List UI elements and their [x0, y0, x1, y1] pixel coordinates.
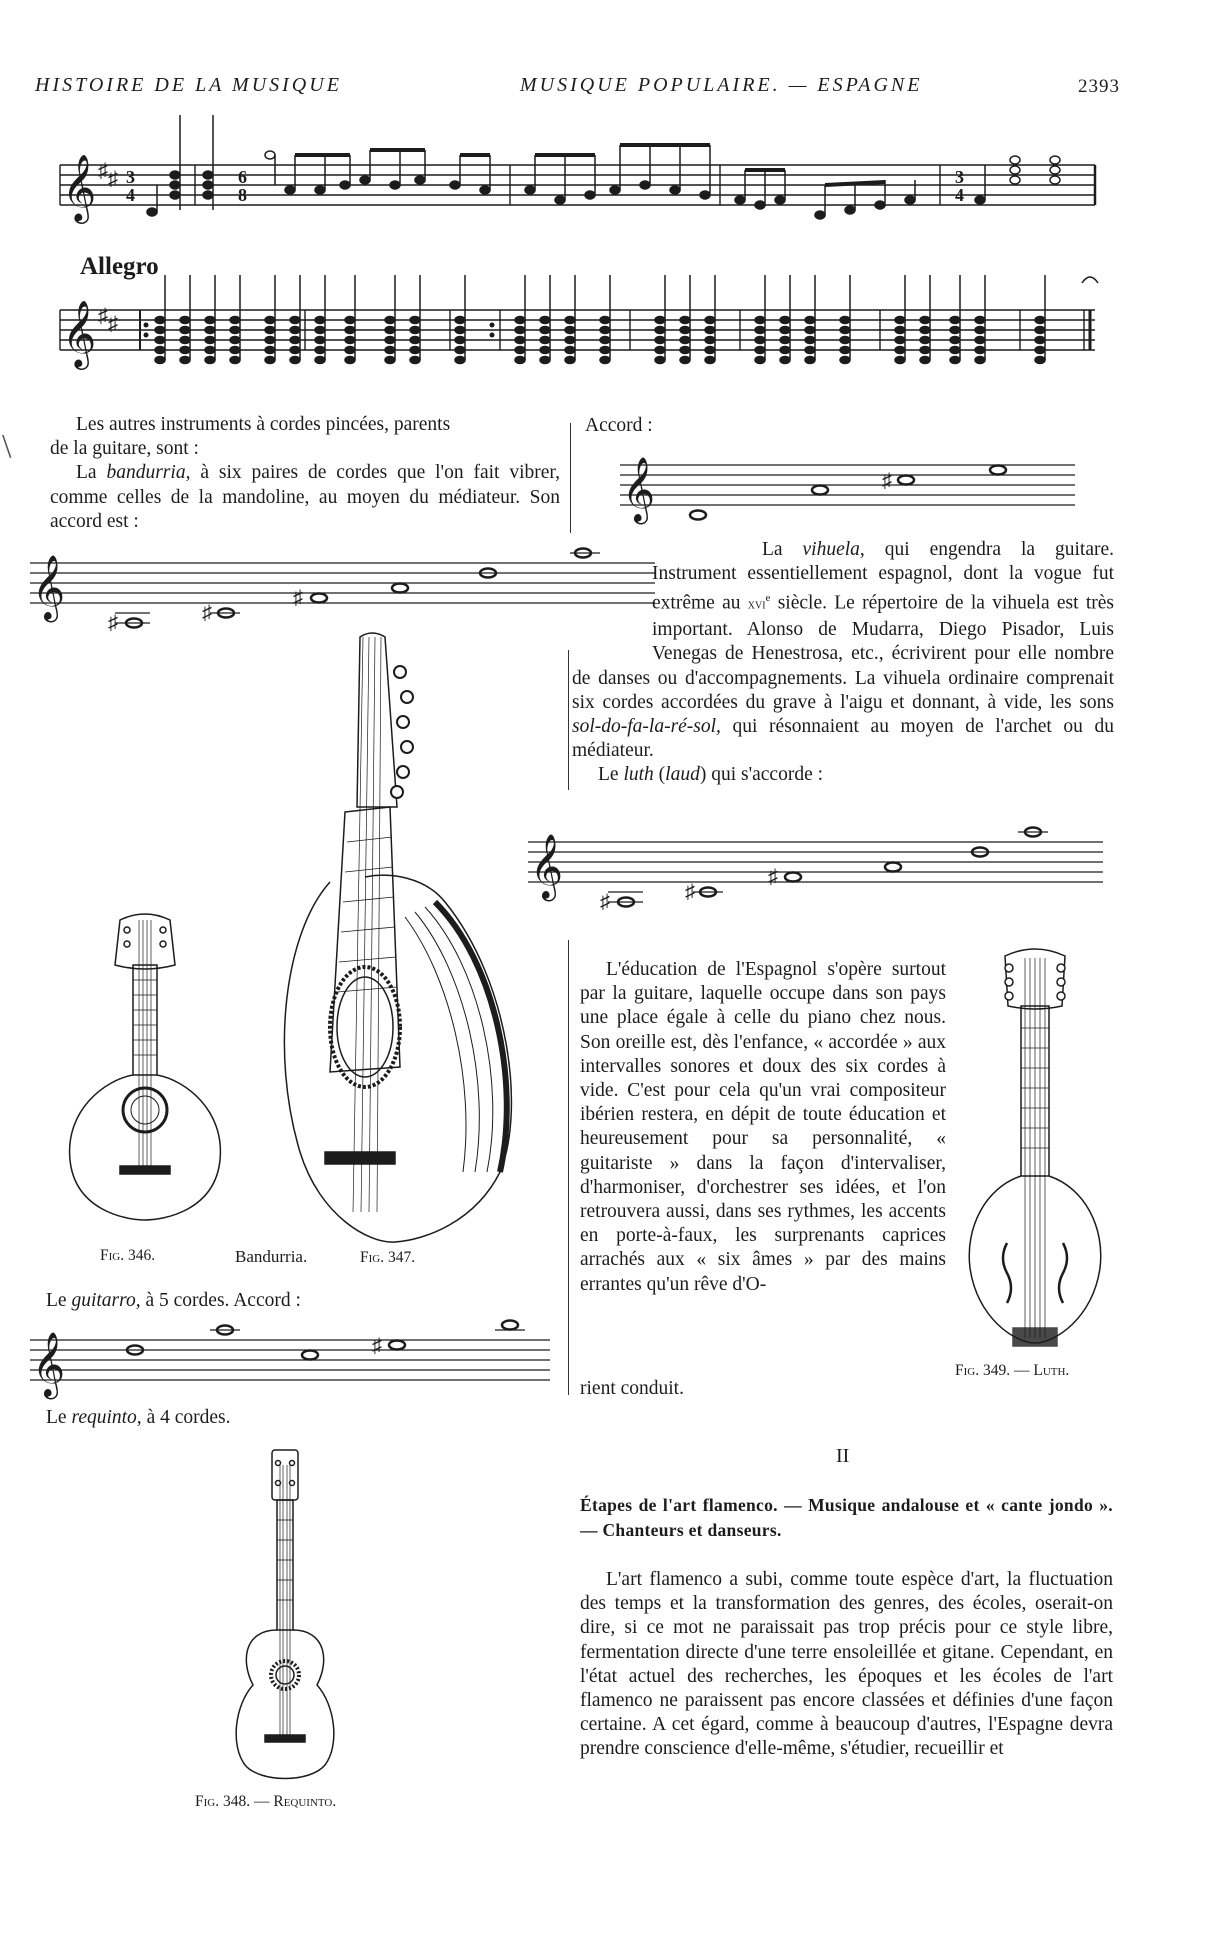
svg-text:♯: ♯	[98, 160, 108, 182]
requinto-line: Le requinto, à 4 cordes.	[46, 1407, 231, 1428]
svg-text:𝄞: 𝄞	[62, 153, 97, 221]
section-number: II	[836, 1445, 850, 1467]
svg-text:♯: ♯	[108, 313, 118, 335]
svg-text:♯: ♯	[600, 891, 610, 913]
education-paragraph: L'éducation de l'Espagnol s'opère surtout par la guitare, laquelle occupe dans son pays une place égale à celle du piano chez nous. Son oreille est, dès l'enfance, « accordée » aux intervalles sonores et doux des six cordes à vide. C'est pour cela qu'un vrai compositeur ibérien restera, en dépit de toute éducation et heureusement pour sa personnalité, « guitariste » dans la façon d'intervaliser, d'harmoniser, d'orchestrer ses idées, et l'on retrouvera aussi, dans ses rythmes, les accents en porte-à-faux, les surprenants caprices arrachés aux « six âmes » par des mains errantes qu'un rêve d'O-	[580, 959, 946, 1295]
bandurria-accord-staff	[30, 543, 660, 633]
svg-text:𝄞: 𝄞	[32, 555, 66, 620]
svg-text:♯: ♯	[293, 587, 303, 609]
caption-fig-346: Fig. 346.	[100, 1247, 156, 1264]
flamenco-paragraph: L'art flamenco a subi, comme toute espèce d'art, la fluctuation des temps et la transformation des genres, des écoles, oserait-on dire, si ce mot ne paraissait pas trop précis pour ce style libre, fermentation directe d'une terre ensoleillée et gitane. Cependant, en l'état actuel des recherches, les époques et les écoles de l'art flamenco ne paraissent pas encore classées et définies d'une façon certaine. A cet égard, comme à beaucoup d'autres, l'Espagne devra prendre conscience d'elle-même, s'étudier, recueillir et	[580, 1569, 1113, 1760]
running-title-left: HISTOIRE DE LA MUSIQUE	[35, 74, 342, 96]
caption-bandurria: Bandurria.	[235, 1247, 308, 1266]
svg-text:6: 6	[238, 167, 247, 187]
svg-text:♯: ♯	[98, 305, 108, 327]
luth-illustration	[965, 948, 1105, 1353]
svg-text:4: 4	[955, 185, 964, 205]
column-rule-low	[568, 940, 569, 1395]
fermata-icon	[1082, 277, 1098, 283]
svg-text:3: 3	[955, 167, 964, 187]
column-rule-mid	[568, 650, 569, 790]
caption-fig-347: Fig. 347.	[360, 1249, 416, 1266]
bandurria-paragraph: La bandurria, à six paires de cordes que l'on fait vibrer, comme celles de la mandoline, au moyen du médiateur. Son accord est :	[50, 462, 560, 532]
guitarro-accord-staff	[30, 1320, 555, 1395]
vihuela-paragraph: La vihuela, qui engendra la guitare. Instrument essentiellement espagnol, dont la vogue fut extrême au xvi$^e$ siècle. Le répertoire de la vihuela est très important. Alonso de Mudarra, Diego Pisador, Luis Venegas de Henestrosa, etc., écrivirent pour elle nombre de danses ou d'accompagnements. La vihuela ordinaire comprenait six cordes accordées du grave à l'aigu et donnant, à vide, les sons sol-do-fa-la-ré-sol, qui résonnaient au moyen de l'archet ou du médiateur. Le luth (laud) qui s'accorde :	[572, 538, 1114, 788]
section-title: Étapes de l'art flamenco. — Musique andalouse et « cante jondo ». — Chanteurs et danseurs.	[580, 1495, 1113, 1540]
svg-text:♯: ♯	[202, 602, 212, 624]
caption-fig-349: Fig. 349. — Luth.	[955, 1362, 1070, 1379]
caption-fig-348: Fig. 348. — Requinto.	[195, 1793, 337, 1810]
left-intro-text	[50, 413, 560, 534]
score-staff-1	[60, 115, 1100, 225]
page-number: 2393	[1078, 76, 1120, 97]
svg-text:♯: ♯	[768, 866, 778, 888]
running-title-right: MUSIQUE POPULAIRE. — ESPAGNE	[520, 74, 923, 96]
svg-text:𝄞: 𝄞	[32, 1332, 66, 1397]
svg-text:4: 4	[126, 185, 135, 205]
svg-text:8: 8	[238, 185, 247, 205]
guitarro-line: Le guitarro, à 5 cordes. Accord :	[46, 1290, 301, 1311]
column-rule-top	[570, 423, 571, 533]
accord-staff-right	[620, 455, 1080, 530]
intro-line-2: de la guitare, sont :	[50, 438, 199, 460]
requinto-illustration	[225, 1445, 345, 1785]
luth-accord-staff	[528, 822, 1108, 922]
svg-text:𝄞: 𝄞	[530, 834, 564, 899]
score-staff-2	[60, 265, 1100, 385]
svg-text:♯: ♯	[685, 881, 695, 903]
education-end: rient conduit.	[580, 1378, 684, 1399]
bandurria-illustration	[65, 910, 225, 1230]
float-spacer	[572, 538, 652, 658]
fig347-illustration	[275, 632, 520, 1247]
svg-text:♯: ♯	[372, 1335, 382, 1357]
accord-label: Accord :	[585, 415, 653, 436]
svg-text:𝄞: 𝄞	[622, 457, 656, 522]
svg-text:3: 3	[126, 167, 135, 187]
intro-line-1: Les autres instruments à cordes pincées, parents	[76, 414, 451, 435]
svg-text:♯: ♯	[108, 612, 118, 634]
margin-mark: \	[2, 428, 12, 465]
svg-text:♯: ♯	[108, 168, 118, 190]
tempo-marking: Allegro	[80, 253, 159, 280]
luth-intro: Le luth (laud) qui s'accorde :	[598, 764, 824, 786]
svg-text:♯: ♯	[882, 470, 892, 492]
svg-text:𝄞: 𝄞	[62, 299, 97, 367]
